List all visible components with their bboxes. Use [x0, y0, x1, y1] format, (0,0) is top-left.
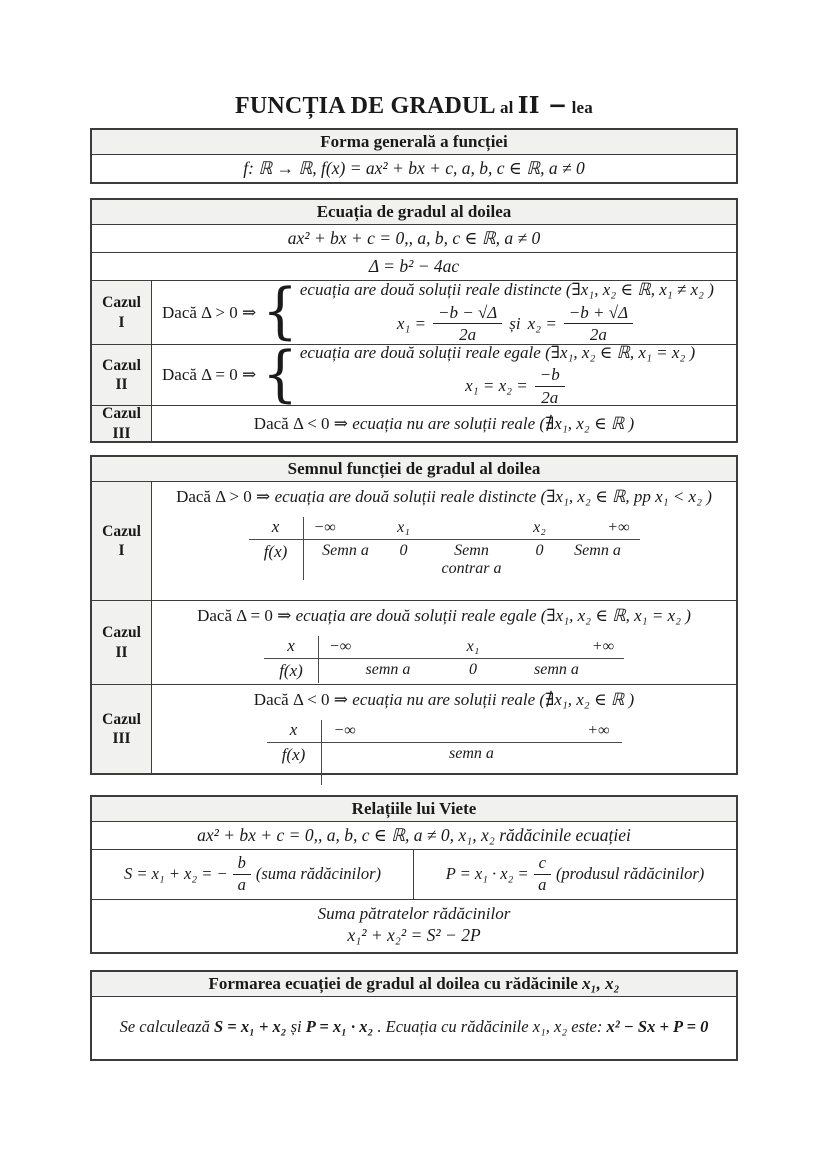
viete-formula: ax² + bx + c = 0,, a, b, c ∈ ℝ, a ≠ 0, x₁, x₂ rădăcinile ecuației	[92, 821, 736, 849]
sign3-fx-label: f(x)	[267, 743, 322, 785]
case-1-roots: x₁ = $\frac{-b - √\Delta}{2a}$ și x₂ = $\frac{-b + √\Delta}{2a}$	[300, 303, 730, 345]
sign2-x-label: x	[264, 636, 319, 659]
viete-squares	[92, 899, 736, 952]
viete-sum: S = x₁ + x₂ = − $\frac{b}{a}$ (suma rădăcinilor)	[92, 850, 414, 899]
sign-table-case-3: x −∞ +∞ f(x) semn a	[267, 720, 622, 785]
sign-case-2-label: Cazul II	[92, 601, 152, 684]
viete-product: P = x₁ · x₂ = $\frac{c}{a}$ (produsul rădăcinilor)	[445, 853, 705, 894]
table-general-form	[90, 128, 738, 184]
sum-fraction: $\frac{b}{a}$	[233, 854, 251, 895]
x1-fraction: $\frac{-b - √\Delta}{2a}$	[433, 303, 502, 345]
table-sign	[90, 455, 738, 775]
equal-roots-fraction: $\frac{-b}{2a}$	[535, 365, 565, 407]
x2-fraction: $\frac{-b + √\Delta}{2a}$	[564, 303, 633, 345]
table-viete	[90, 795, 738, 954]
sign-case-1-statement: Dacă Δ > 0 ⇒ ecuația are două soluții reale distincte (∃x₁, x₂ ∈ ℝ, pp x₁ < x₂ )	[176, 487, 712, 506]
page-title	[0, 92, 828, 120]
sign-case-3-label: Cazul III	[92, 685, 152, 773]
formation-rule: Se calculează S = x₁ + x₂ și P = x₁ · x₂ . Ecuația cu rădăcinile x₁, x₂ este: x² − Sx + P = 0	[92, 996, 736, 1059]
squares-title: Suma pătratelor rădăcinilor	[317, 903, 511, 923]
sign-case-2-statement: Dacă Δ = 0 ⇒ ecuația are două soluții reale egale (∃x₁, x₂ ∈ ℝ, x₁ = x₂ )	[197, 606, 691, 625]
sign1-fx-label: f(x)	[249, 540, 304, 580]
brace-symbol: {	[262, 339, 298, 410]
case-1-label: Cazul I	[92, 281, 152, 344]
equation-delta: Δ = b² − 4ac	[92, 252, 736, 280]
brace-symbol: {	[262, 276, 298, 347]
case-2-body	[152, 339, 736, 410]
case-3-body	[152, 406, 736, 441]
equation-case-1	[92, 276, 736, 347]
case-3-label: Cazul III	[92, 406, 152, 441]
case-1-system	[300, 280, 730, 344]
general-form-header: Forma generală a funcției	[92, 130, 736, 154]
page-title-roman: II −	[517, 92, 568, 119]
sign-case-3-body	[152, 685, 736, 773]
table-equation	[90, 198, 738, 443]
case-3-statement: Dacă Δ < 0 ⇒ ecuația nu are soluții reale (∄x₁, x₂ ∈ ℝ )	[253, 413, 635, 433]
equation-case-2	[92, 339, 736, 410]
equation-formula: ax² + bx + c = 0,, a, b, c ∈ ℝ, a ≠ 0	[92, 224, 736, 252]
sign-table-case-2: x −∞ x₁ +∞ f(x) semn a 0 semn a	[264, 636, 624, 683]
sign-table-case-1: x −∞ x₁ x₂ +∞ f(x) Semn a 0 Semn contrar a 0 Semn a	[249, 517, 640, 580]
sign-case-1	[92, 481, 736, 600]
case-2-condition: Dacă Δ = 0 ⇒	[162, 365, 257, 384]
viete-sum-product-row	[92, 849, 736, 899]
case-2-system	[300, 343, 730, 407]
page-title-lea: lea	[571, 98, 593, 117]
viete-header: Relațiile lui Viete	[92, 797, 736, 821]
case-2-roots: x₁ = x₂ = $\frac{-b}{2a}$	[300, 365, 730, 407]
case-1-body	[152, 276, 736, 347]
sign-case-3-statement: Dacă Δ < 0 ⇒ ecuația nu are soluții reale (∄x₁, x₂ ∈ ℝ )	[253, 690, 635, 709]
case-1-statement: ecuația are două soluții reale distincte (∃x₁, x₂ ∈ ℝ, x₁ ≠ x₂ )	[299, 280, 714, 300]
sign-case-1-body	[152, 482, 736, 600]
sign3-x-label: x	[267, 720, 322, 743]
sign1-x-label: x	[249, 517, 304, 540]
page-title-al: al	[499, 98, 514, 117]
sign2-fx-label: f(x)	[264, 659, 319, 683]
squares-formula: x₁² + x₂² = S² − 2P	[347, 924, 481, 945]
case-2-statement: ecuația are două soluții reale egale (∃x₁, x₂ ∈ ℝ, x₁ = x₂ )	[299, 342, 696, 362]
general-form-formula: f: ℝ → ℝ, f(x) = ax² + bx + c, a, b, c ∈ ℝ, a ≠ 0	[92, 154, 736, 182]
sign-header: Semnul funcției de gradul al doilea	[92, 457, 736, 481]
formation-header: Formarea ecuației de gradul al doilea cu rădăcinile x₁, x₂	[92, 972, 736, 996]
equation-case-3	[92, 405, 736, 441]
sign-case-2	[92, 600, 736, 684]
case-2-label: Cazul II	[92, 345, 152, 405]
product-fraction: $\frac{c}{a}$	[534, 854, 551, 895]
equation-header: Ecuația de gradul al doilea	[92, 200, 736, 224]
sign-case-1-label: Cazul I	[92, 482, 152, 600]
sign-case-3	[92, 684, 736, 773]
sign-case-2-body	[152, 601, 736, 684]
table-formation	[90, 970, 738, 1061]
page-title-main: FUNCȚIA DE GRADUL	[235, 93, 496, 119]
case-1-condition: Dacă Δ > 0 ⇒	[162, 302, 257, 322]
